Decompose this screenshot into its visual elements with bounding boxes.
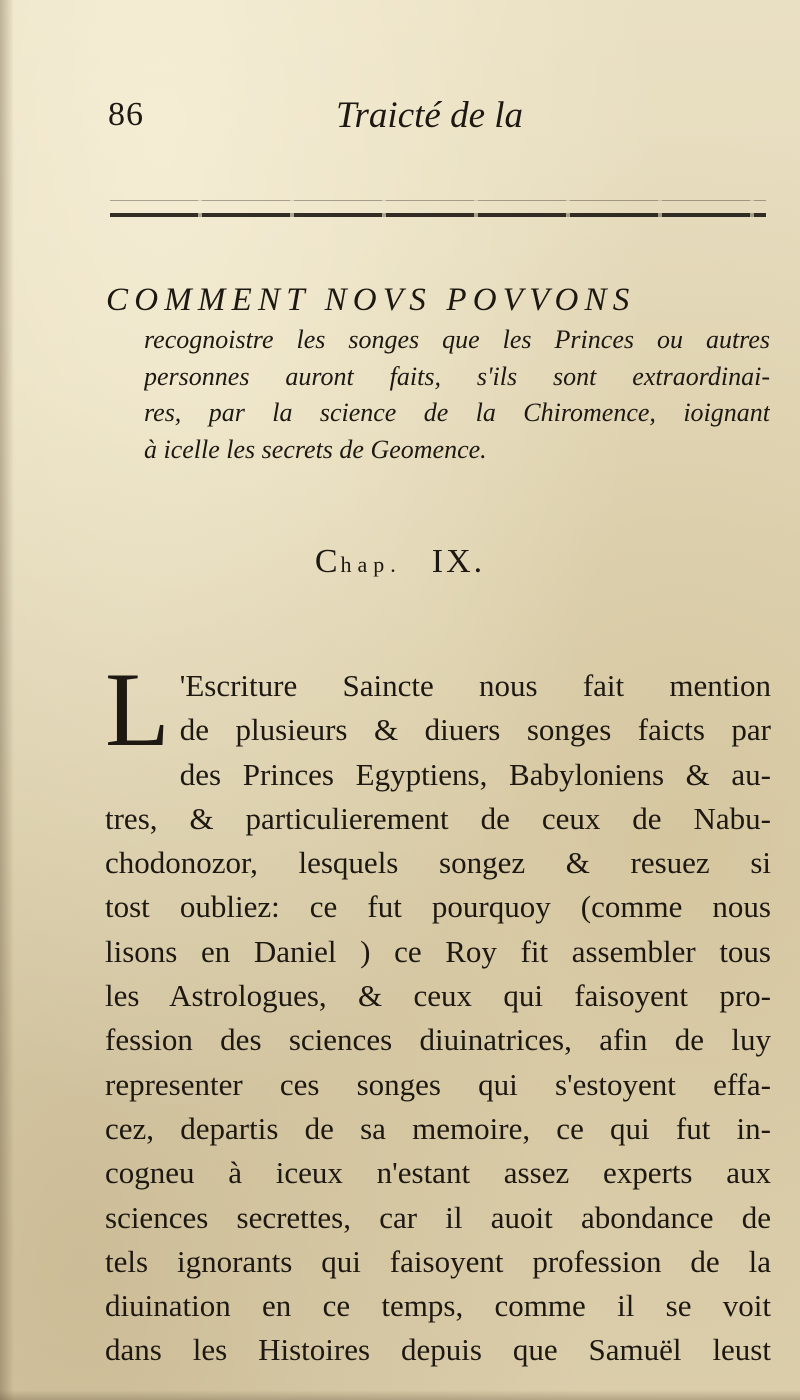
body-line: les Astrologues, & ceux qui faisoyent pro- xyxy=(105,978,771,1014)
page-number: 86 xyxy=(108,96,144,133)
body-line: diuination en ce temps, comme il se voit xyxy=(105,1288,771,1324)
body-line: chodonozor, lesquels songez & resuez si xyxy=(105,845,771,881)
running-head xyxy=(108,96,768,144)
chapter-number xyxy=(0,543,800,581)
body-line: sciences secrettes, car il auoit abondance de xyxy=(105,1199,771,1235)
chapter-numeral: IX. xyxy=(431,543,486,580)
heading-line: personnes auront faits, s'ils sont extraordinai- xyxy=(144,361,770,391)
body-line: cez, departis de sa memoire, ce qui fut in- xyxy=(105,1110,771,1146)
body-line: tels ignorants qui faisoyent profession de la xyxy=(105,1243,771,1279)
body-line: de plusieurs & diuers songes faicts par xyxy=(179,712,771,748)
body-text xyxy=(105,651,771,1373)
body-line: cogneu à iceux n'estant assez experts aux xyxy=(105,1155,771,1191)
drop-cap: L xyxy=(105,651,170,768)
chapter-heading xyxy=(106,278,770,468)
heading-line: recognoistre les songes que les Princes ou autres xyxy=(144,325,770,354)
heading-caps-line: COMMENT NOVS POVVONS xyxy=(106,282,636,318)
ornamental-rule-shadow xyxy=(110,200,766,201)
body-line: fession des sciences diuinatrices, afin de luy xyxy=(105,1022,771,1058)
running-title: Traicté de la xyxy=(336,95,524,136)
ornamental-rule xyxy=(110,213,766,217)
body-line: tres, & particulierement de ceux de Nabu- xyxy=(105,800,771,836)
heading-line: res, par la science de la Chiromence, ioignant xyxy=(144,398,770,427)
body-line: lisons en Daniel ) ce Roy fit assembler tous xyxy=(105,933,771,969)
heading-body xyxy=(144,322,770,468)
body-line: des Princes Egyptiens, Babyloniens & au- xyxy=(179,756,771,792)
body-line: tost oubliez: ce fut pourquoy (comme nous xyxy=(105,889,771,925)
body-line: dans les Histoires depuis que Samuël leust xyxy=(105,1332,771,1368)
body-line: representer ces songes qui s'estoyent effa- xyxy=(105,1066,771,1102)
chapter-label-initial: C xyxy=(314,543,341,580)
heading-line: à icelle les secrets de Geomence. xyxy=(144,434,487,464)
body-line: 'Escriture Saincte nous fait mention xyxy=(179,668,771,703)
chapter-label-rest: hap. xyxy=(340,552,402,577)
